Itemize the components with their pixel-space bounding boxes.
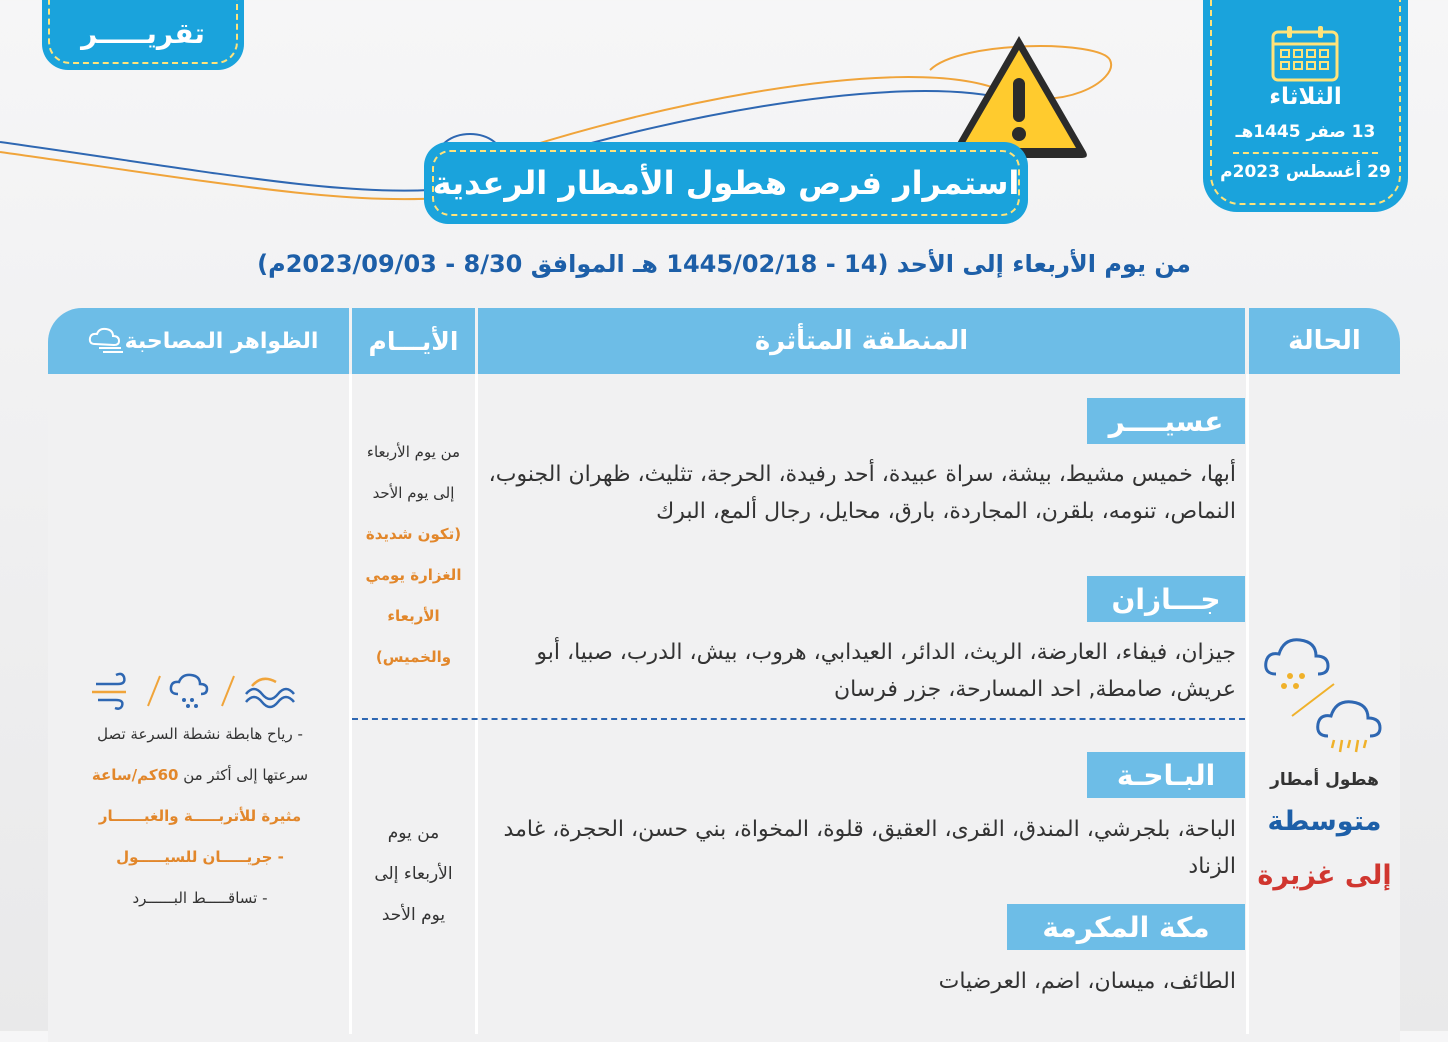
days-line: من يوم الأربعاء (366, 443, 461, 461)
report-tag (42, 0, 244, 70)
headline-banner (424, 142, 1028, 224)
phenomena-line: - تساقـــــط البــــــرد (132, 889, 268, 907)
header-state-label: الحالة (1288, 326, 1361, 356)
region-tab-makkah (1007, 904, 1245, 950)
header-phenomena-label: الظواهر المصاحبة (124, 328, 319, 354)
wind-speed-value: 60كم/ساعة (91, 766, 179, 784)
region-name: عسيــــر (1108, 404, 1224, 438)
header-state (1249, 308, 1400, 374)
wind-icon (92, 674, 126, 709)
phenomena-line-speed (60, 755, 340, 796)
days-group-1 (352, 432, 475, 678)
headline-text: استمرار فرص هطول الأمطار الرعدية (432, 164, 1020, 202)
date-card (1203, 0, 1408, 212)
header-region-label: المنطقة المتأثرة (754, 326, 969, 356)
region-tab-baha (1087, 752, 1245, 798)
state-line-2: متوسطة (1267, 806, 1382, 837)
region-tab-jazan (1087, 576, 1245, 622)
region-cities-makkah: الطائف، ميسان، اضم، العرضيات (938, 969, 1236, 994)
days-line: إلى يوم الأحد (372, 484, 455, 502)
column-separator (1246, 374, 1249, 1034)
phenomena-line: مثيرة للأتربـــــة والغبــــــار (98, 807, 302, 825)
report-tag-label: تقريـــــر (81, 16, 205, 50)
group-divider (352, 718, 1245, 720)
region-cities-baha: الباحة، بلجرشي، المندق، القرى، العقيق، قلوة، المخواة، بني حسن، الحجرة، غامد الزناد (503, 817, 1236, 879)
storm-cloud-icon (87, 326, 125, 356)
state-line-1: هطول أمطار (1270, 770, 1379, 790)
rain-cloud-icons (1262, 628, 1386, 760)
header-phenomena (48, 308, 349, 374)
days-line: الأربعاء إلى (374, 864, 453, 884)
days-line: يوم الأحد (381, 905, 446, 925)
days-group-2 (352, 813, 475, 936)
region-name: جـــازان (1111, 582, 1221, 616)
dust-wave-icon (246, 679, 294, 707)
state-line-3: إلى غزيرة (1257, 860, 1392, 891)
phenomena-icons (86, 668, 306, 712)
days-note: (تكون شديدة (365, 525, 462, 543)
heavy-rain-cloud-icon (1318, 702, 1380, 752)
phenomena-line: - جريـــــان للسيـــــول (116, 848, 284, 866)
date-gregorian: 29 أغسطس 2023م (1220, 162, 1391, 182)
header-region (478, 308, 1245, 374)
days-note: الغزارة يومي (365, 566, 462, 584)
date-hijri: 13 صفر 1445هـ (1235, 122, 1376, 142)
days-line: من يوم (387, 823, 440, 843)
header-days-label: الأيـــام (368, 326, 459, 356)
header-days (352, 308, 475, 374)
days-note: والخميس) (375, 648, 452, 666)
region-cities-jazan: جيزان، فيفاء، العارضة، الريث، الدائر، العيدابي، هروب، بيش، الدرب، صبيا، أبو عريش، صامطة, احد المسارحة، جزر فرسان (536, 640, 1236, 702)
days-note: الأربعاء (387, 607, 440, 625)
region-cities-asir: أبها، خميس مشيط، بيشة، سراة عبيدة، أحد رفيدة، الحرجة، تثليث، ظهران الجنوب، النماص، تنومه، بلقرن، المجاردة، بارق، محايل، رجال ألمع، البرك (488, 462, 1236, 524)
phenomena-line: - رياح هابطة نشطة السرعة تصل (97, 725, 303, 743)
region-tab-asir (1087, 398, 1245, 444)
phenomena-list (60, 714, 340, 919)
hail-cloud-icon (171, 675, 207, 708)
date-day: الثلاثاء (1269, 84, 1342, 110)
rain-cloud-icon (1266, 640, 1328, 689)
calendar-icon (1269, 24, 1341, 84)
date-divider (1233, 152, 1378, 154)
region-name: البـاحـة (1116, 758, 1216, 792)
region-name: مكة المكرمة (1042, 910, 1210, 944)
period-subtitle: من يوم الأربعاء إلى الأحد (14 - 1445/02/18 هـ الموافق 8/30 - 2023/09/03م) (257, 250, 1191, 278)
phenomena-line: سرعتها إلى أكثر من (178, 766, 309, 784)
